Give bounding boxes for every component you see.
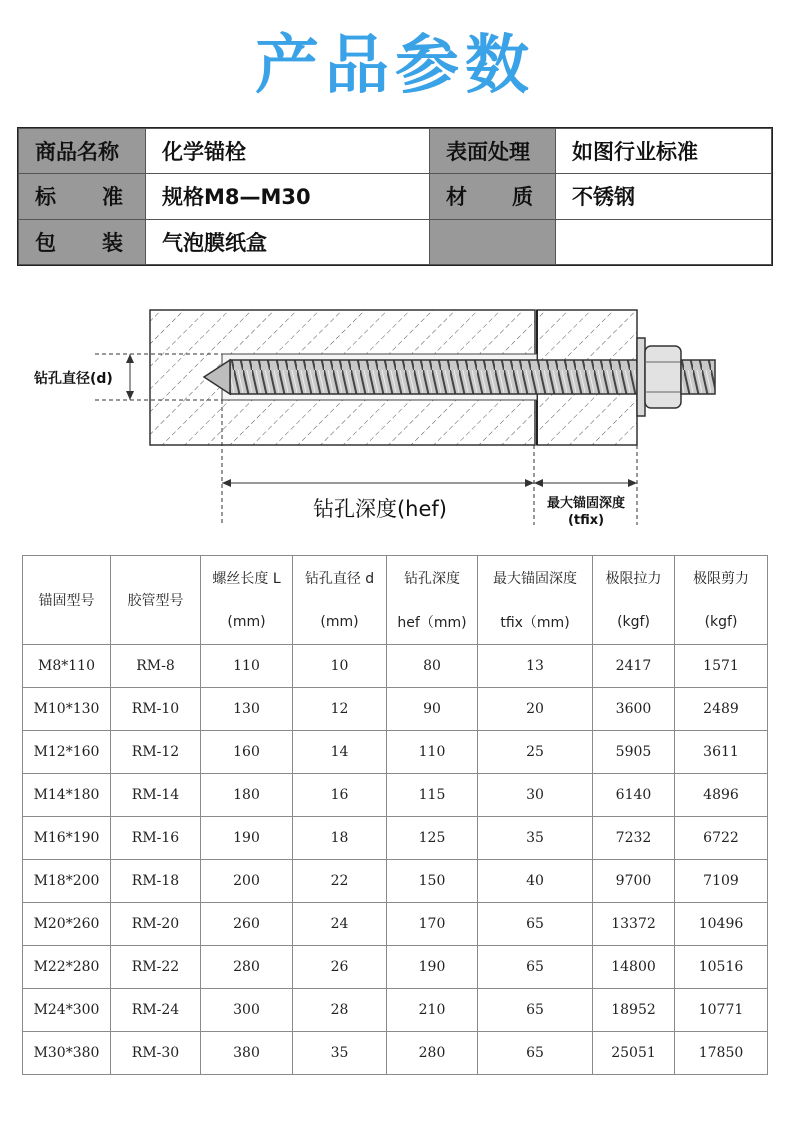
info-row	[19, 129, 772, 174]
drill-depth-label: 钻孔深度(hef)	[312, 497, 448, 521]
table-cell: 26	[293, 946, 387, 989]
info-label-part: 表面处理	[446, 140, 530, 165]
table-cell: 14	[293, 731, 387, 774]
table-cell: RM-24	[111, 989, 201, 1032]
info-label	[19, 219, 146, 264]
table-cell: 14800	[593, 946, 675, 989]
table-cell: M20*260	[23, 903, 111, 946]
table-cell: M14*180	[23, 774, 111, 817]
table-cell: 380	[201, 1032, 293, 1075]
spec-header-cell: 极限剪力	[675, 556, 768, 601]
table-cell: RM-8	[111, 645, 201, 688]
table-row	[23, 1032, 768, 1075]
table-cell: RM-22	[111, 946, 201, 989]
info-label-text	[35, 140, 119, 164]
table-cell: M16*190	[23, 817, 111, 860]
table-cell: 30	[478, 774, 593, 817]
table-cell: RM-16	[111, 817, 201, 860]
spec-header-unit: tfix（mm)	[478, 600, 593, 645]
table-cell: 5905	[593, 731, 675, 774]
table-cell: 13372	[593, 903, 675, 946]
table-cell: 7109	[675, 860, 768, 903]
spec-header-unit: (mm)	[293, 600, 387, 645]
table-cell: 25	[478, 731, 593, 774]
table-cell: 110	[201, 645, 293, 688]
table-cell: M8*110	[23, 645, 111, 688]
table-cell: 280	[201, 946, 293, 989]
table-cell: 6140	[593, 774, 675, 817]
table-cell: 130	[201, 688, 293, 731]
info-value: 规格M8—M30	[146, 174, 430, 219]
table-cell: 1571	[675, 645, 768, 688]
spec-header-cell: 钻孔深度	[387, 556, 478, 601]
anchor-diagram	[0, 290, 790, 530]
table-cell: 13	[478, 645, 593, 688]
table-cell: 3611	[675, 731, 768, 774]
table-cell: 2417	[593, 645, 675, 688]
table-cell: 20	[478, 688, 593, 731]
table-cell: M24*300	[23, 989, 111, 1032]
table-cell: 22	[293, 860, 387, 903]
table-cell: 28	[293, 989, 387, 1032]
table-row	[23, 989, 768, 1032]
table-cell: M18*200	[23, 860, 111, 903]
info-value: 如图行业标准	[556, 129, 772, 174]
spec-header-cell: 极限拉力	[593, 556, 675, 601]
table-cell: 65	[478, 946, 593, 989]
table-cell: M10*130	[23, 688, 111, 731]
table-cell: 12	[293, 688, 387, 731]
page-title: 产品参数	[255, 29, 535, 103]
spec-header-cell: 螺丝长度 L	[201, 556, 293, 601]
table-cell: 3600	[593, 688, 675, 731]
spec-header-unit: hef（mm)	[387, 600, 478, 645]
drill-diameter-label: 钻孔直径(d)	[34, 371, 113, 387]
info-label	[430, 129, 556, 174]
info-label	[430, 219, 556, 264]
threaded-rod	[230, 360, 637, 394]
table-cell: 16	[293, 774, 387, 817]
product-info-table	[17, 127, 773, 266]
table-cell: 170	[387, 903, 478, 946]
rod-end	[681, 360, 715, 394]
info-row	[19, 174, 772, 219]
spec-header-cell: 胶管型号	[111, 556, 201, 645]
info-label-part: 商品名称	[35, 140, 119, 165]
table-cell: M30*380	[23, 1032, 111, 1075]
table-cell: 160	[201, 731, 293, 774]
table-cell: 6722	[675, 817, 768, 860]
anchor-diagram-svg	[0, 290, 790, 530]
table-cell: 4896	[675, 774, 768, 817]
table-cell: 2489	[675, 688, 768, 731]
info-row	[19, 219, 772, 264]
table-cell: 210	[387, 989, 478, 1032]
table-cell: 65	[478, 903, 593, 946]
table-cell: 25051	[593, 1032, 675, 1075]
table-cell: 35	[478, 817, 593, 860]
table-cell: 18	[293, 817, 387, 860]
table-cell: 35	[293, 1032, 387, 1075]
table-cell: 24	[293, 903, 387, 946]
table-cell: 18952	[593, 989, 675, 1032]
table-row	[23, 688, 768, 731]
table-cell: 7232	[593, 817, 675, 860]
table-cell: RM-20	[111, 903, 201, 946]
table-row	[23, 645, 768, 688]
table-cell: 65	[478, 989, 593, 1032]
table-cell: 9700	[593, 860, 675, 903]
table-cell: 10771	[675, 989, 768, 1032]
table-cell: RM-30	[111, 1032, 201, 1075]
info-label-part: 包	[35, 230, 56, 255]
table-cell: 200	[201, 860, 293, 903]
table-cell: 280	[387, 1032, 478, 1075]
table-cell: 10516	[675, 946, 768, 989]
table-cell: 40	[478, 860, 593, 903]
table-cell: 260	[201, 903, 293, 946]
info-label	[430, 174, 556, 219]
spec-header-cell: 最大锚固深度	[478, 556, 593, 601]
table-row	[23, 817, 768, 860]
table-cell: 110	[387, 731, 478, 774]
spec-header-unit: (mm)	[201, 600, 293, 645]
table-cell: 300	[201, 989, 293, 1032]
info-label-part: 材	[446, 185, 467, 210]
info-label-text	[446, 140, 530, 164]
table-cell: 190	[201, 817, 293, 860]
table-cell: M12*160	[23, 731, 111, 774]
table-row	[23, 860, 768, 903]
table-cell: 115	[387, 774, 478, 817]
info-label-text	[35, 227, 145, 257]
table-row	[23, 774, 768, 817]
washer	[637, 338, 645, 416]
table-cell: RM-14	[111, 774, 201, 817]
table-cell: 80	[387, 645, 478, 688]
info-label-text	[446, 181, 555, 211]
spec-header-cell: 锚固型号	[23, 556, 111, 645]
table-cell: M22*280	[23, 946, 111, 989]
table-cell: 190	[387, 946, 478, 989]
spec-header-cell: 钻孔直径 d	[293, 556, 387, 601]
info-label-part: 质	[512, 185, 533, 210]
table-cell: 125	[387, 817, 478, 860]
info-label	[19, 174, 146, 219]
max-anchor-depth-label: 最大锚固深度	[546, 496, 626, 511]
info-label-part: 装	[102, 230, 123, 255]
spec-header-unit: (kgf)	[593, 600, 675, 645]
table-row	[23, 731, 768, 774]
table-row	[23, 946, 768, 989]
table-cell: 180	[201, 774, 293, 817]
nut	[645, 346, 681, 408]
table-cell: 65	[478, 1032, 593, 1075]
spec-header-row	[23, 556, 768, 601]
table-cell: 90	[387, 688, 478, 731]
info-label-part: 准	[102, 185, 123, 210]
info-value: 不锈钢	[556, 174, 772, 219]
table-cell: 10496	[675, 903, 768, 946]
info-value: 化学锚栓	[146, 129, 430, 174]
max-anchor-depth-unit: (tfix)	[567, 513, 605, 528]
info-value	[556, 219, 772, 264]
spec-table	[22, 555, 768, 1075]
table-cell: RM-12	[111, 731, 201, 774]
table-cell: RM-10	[111, 688, 201, 731]
info-label	[19, 129, 146, 174]
info-label-part: 标	[35, 185, 56, 210]
table-row	[23, 903, 768, 946]
info-value: 气泡膜纸盒	[146, 219, 430, 264]
info-label-text	[35, 181, 145, 211]
table-cell: 17850	[675, 1032, 768, 1075]
table-cell: 10	[293, 645, 387, 688]
table-cell: RM-18	[111, 860, 201, 903]
table-cell: 150	[387, 860, 478, 903]
spec-header-unit: (kgf)	[675, 600, 768, 645]
